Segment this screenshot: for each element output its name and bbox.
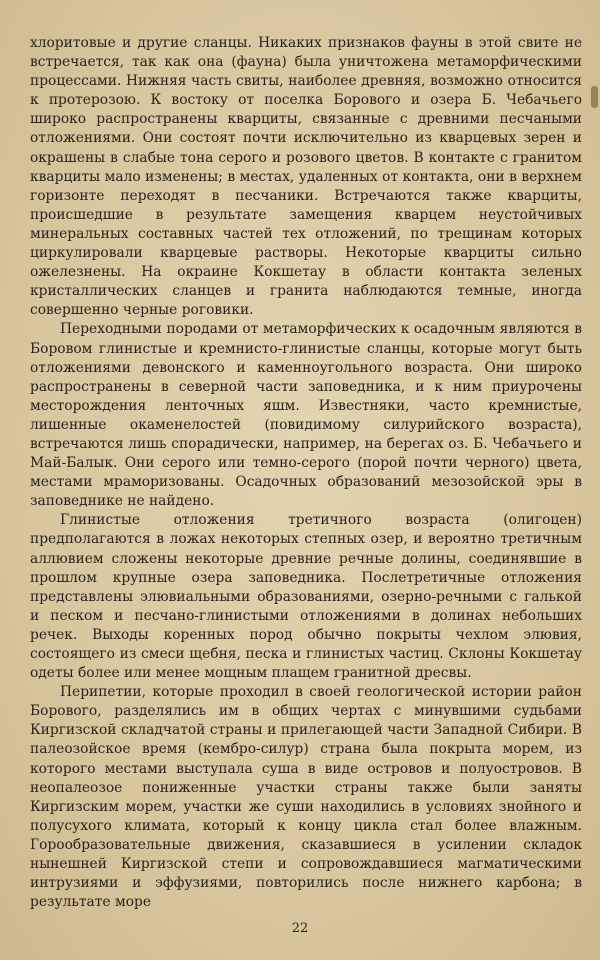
page-edge-stain: [591, 86, 598, 108]
page-number: 22: [291, 921, 309, 936]
paragraph-4: Перипетии, которые проходил в своей геологической истории район Борового, разделялись им в общих чертах с минувшими судьбами Киргизской складчатой страны и прилегающей части Западной Сибири. В палеозойское время (кембро-силур) страна была покрыта морем, из которого местами выступала суша в виде островов и полуостровов. В неопалеозое пониженные участки страны также были заняты Киргизским морем, участки же суши находились в условиях знойного и полусухого климата, который к концу цикла стал более влажным. Горообразовательные движения, сказавшиеся в усилении складок нынешней Киргизской степи и сопровождавшиеся магматическими интрузиями и эффузиями, повторились после нижнего карбона; в результате море: [30, 684, 582, 911]
page-body: [30, 34, 582, 912]
paragraph-3: Глинистые отложения третичного возраста (олигоцен) предполагаются в ложах некоторых степных озер, и вероятно третичным аллювием сложены некоторые древние речные долины, соединявшие в прошлом крупные озера заповедника. Послетретичные отложения представлены элювиальными образованиями, озерно-речными с галькой и песком и песчано-глинистыми отложениями в долинах небольших речек. Выходы коренных пород обычно покрыты чехлом элювия, состоящего из смеси щебня, песка и глинистых частиц. Склоны Кокшетау одеты более или менее мощным плащем гранитной дресвы.: [30, 512, 582, 682]
paragraph-2: Переходными породами от метаморфических к осадочным являются в Боровом глинистые и кремнисто-глинистые сланцы, которые могут быть отложениями девонского и каменноугольного возраста. Они широко распространены в северной части заповедника, и к ним приурочены месторождения ленточных яшм. Известняки, часто кремнистые, лишенные окаменелостей (повидимому силурийского возраста), встречаются лишь спорадически, например, на берегах оз. Б. Чебачьего и Май-Балык. Они серого или темно-серого (порой почти черного) цвета, местами мраморизованы. Осадочных образований мезозойской эры в заповеднике не найдено.: [30, 321, 582, 510]
paragraph-1: хлоритовые и другие сланцы. Никаких признаков фауны в этой свите не встречается, так как она (фауна) была уничтожена метаморфическими процессами. Нижняя часть свиты, наиболее древняя, возможно относится к протерозою. К востоку от поселка Борового и озера Б. Чебачьего широко распространены кварциты, связанные с древними песчаными отложениями. Они состоят почти исключительно из кварцевых зерен и окрашены в слабые тона серого и розового цветов. В контакте с гранитом кварциты мало изменены; в местах, удаленных от контакта, они в верхнем горизонте переходят в песчаники. Встречаются также кварциты, происшедшие в результате замещения кварцем неустойчивых минеральных составных частей тех отложений, по трещинам которых циркулировали кварцевые растворы. Некоторые кварциты сильно ожелезнены. На окраине Кокшетау в области контакта зеленых кристаллических сланцев и гранита наблюдаются темные, иногда совершенно черные роговики.: [30, 35, 582, 319]
